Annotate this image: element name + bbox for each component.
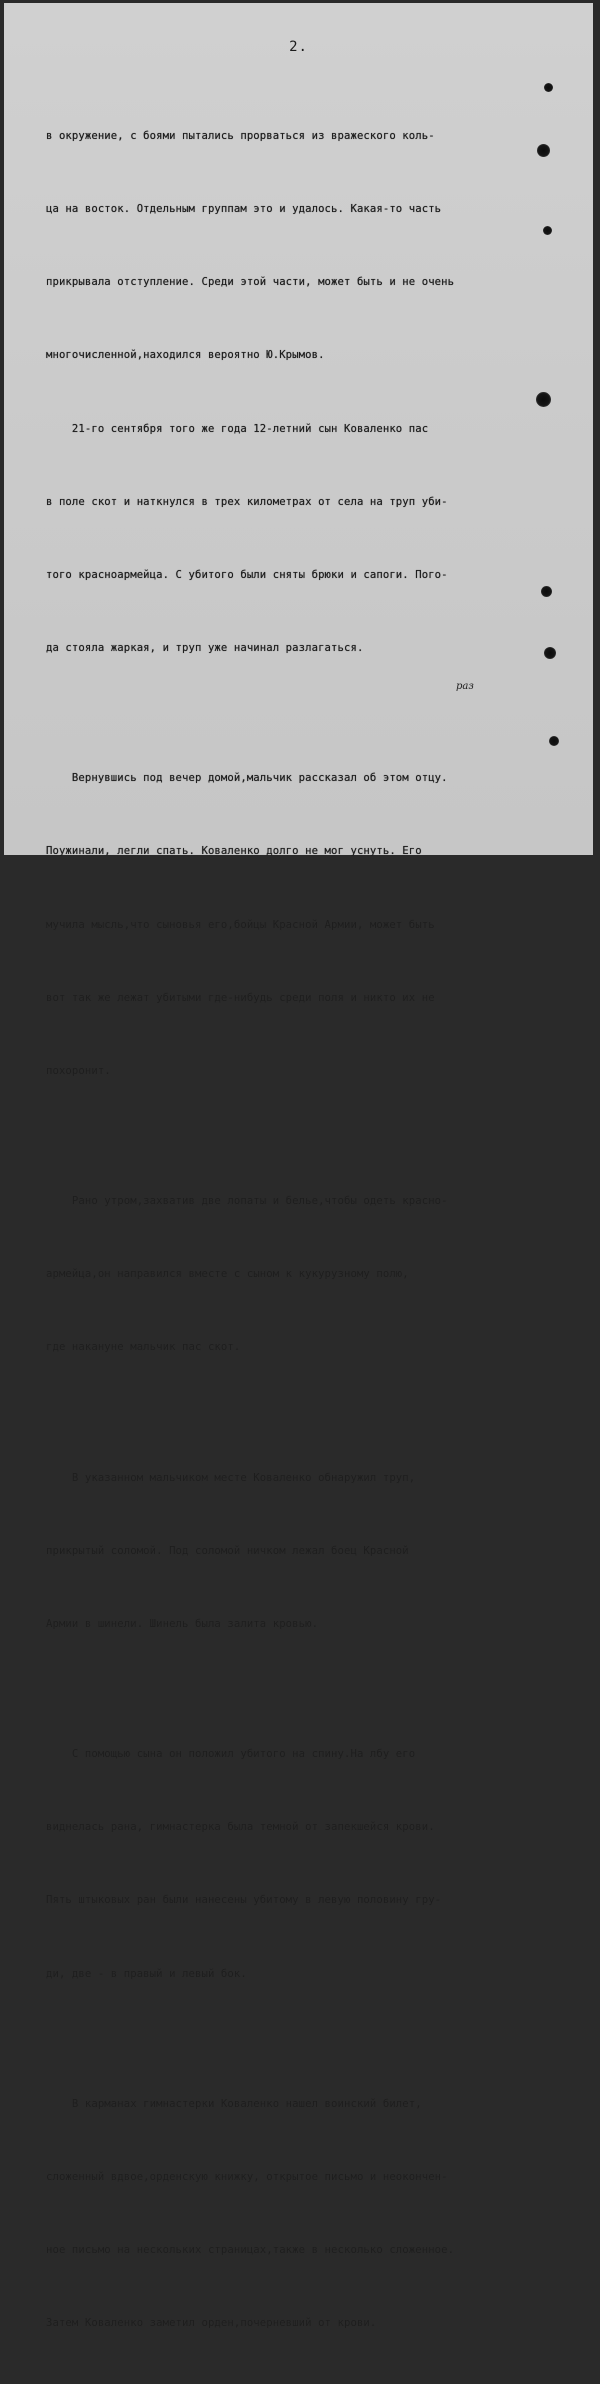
text-line: в поле скот и наткнулся в трех километрах от села на труп уби- bbox=[46, 495, 448, 508]
document-page bbox=[4, 3, 593, 2330]
text-line: Вернувшись под вечер домой,мальчик рассказал об этом отцу. bbox=[46, 772, 448, 785]
text-line: В указанном мальчиком месте Коваленко обнаружил труп, bbox=[46, 1471, 416, 1484]
paragraph-gap bbox=[46, 1132, 546, 1140]
text-line: в окружение, с боями пытались прорваться из вражеского коль- bbox=[46, 129, 435, 142]
text-line: многочисленной,находился вероятно Ю.Крымов. bbox=[46, 349, 325, 362]
punch-hole-icon bbox=[544, 83, 553, 92]
paragraph-gap bbox=[46, 709, 546, 717]
paragraph-gap bbox=[46, 2035, 546, 2043]
text-line: похоронит. bbox=[46, 1065, 111, 1078]
punch-hole-icon bbox=[537, 144, 550, 157]
punch-hole-icon bbox=[541, 586, 552, 597]
text-line: сложенный вдвое,орденскую книжку, открытое письмо и неокончен- bbox=[46, 2170, 448, 2183]
text-line: мучила мысль,что сыновья его,бойцы Красной Армии, может быть bbox=[46, 918, 435, 931]
text-line: ное письмо на нескольких страницах,также в несколько сложенное. bbox=[46, 2243, 455, 2256]
paragraph-gap bbox=[46, 1409, 546, 1417]
text-line: где накануне мальчик пас скот. bbox=[46, 1341, 241, 1354]
punch-hole-icon bbox=[536, 392, 551, 407]
text-line: прикрытый соломой. Под соломой ничком лежал боец Красной bbox=[46, 1544, 409, 1557]
text-line: 21-го сентября того же года 12-летний сын Коваленко пас bbox=[46, 422, 429, 435]
text-line: Поужинали, легли спать. Коваленко долго не мог уснуть. Его bbox=[46, 845, 422, 858]
paragraph-gap bbox=[46, 1685, 546, 1693]
text-line: В карманах гимнастерки Коваленко нашел воинский билет, bbox=[46, 2097, 422, 2110]
text-line: С помощью сына он положил убитого на спину.На лбу его bbox=[46, 1747, 416, 1760]
text-line: Рано утром,захватив две лопаты и белье,чтобы одеть красно- bbox=[46, 1195, 448, 1208]
text-line: Армии в шинели. Шинель была залита кровью. bbox=[46, 1617, 319, 1630]
punch-hole-icon bbox=[549, 736, 559, 746]
text-line: ца на восток. Отдельным группам это и удалось. Какая-то часть bbox=[46, 203, 442, 216]
text-line: Затем Коваленко заметил орден,почерневший от крови. bbox=[46, 2317, 377, 2330]
text-line: прикрывала отступление. Среди этой части, может быть и не очень bbox=[46, 276, 455, 289]
text-line: Пять штыковых ран были нанесены убитому в левую половину гру- bbox=[46, 1894, 442, 1907]
text-line: того красноармейца. С убитого были сняты брюки и сапоги. Пого- bbox=[46, 569, 448, 582]
punch-hole-icon bbox=[544, 647, 556, 659]
text-line: виднелась рана, гимнастерка была темной от запекшейся крови. bbox=[46, 1821, 435, 1834]
page-number: 2. bbox=[289, 39, 308, 55]
handwritten-annotation: раз bbox=[456, 681, 474, 692]
body-text bbox=[46, 75, 546, 2384]
text-line: да стояла жаркая, и труп уже начинал разлагаться. bbox=[46, 642, 364, 655]
text-line: вот так же лежат убитыми где-нибудь среди поля и никто их не bbox=[46, 991, 435, 1004]
text-line: ди, две - в правый и левый бок. bbox=[46, 1967, 247, 1980]
punch-hole-icon bbox=[543, 226, 552, 235]
text-line: армейца,он направился вместе с сыном к кукурузному полю, bbox=[46, 1268, 409, 1281]
